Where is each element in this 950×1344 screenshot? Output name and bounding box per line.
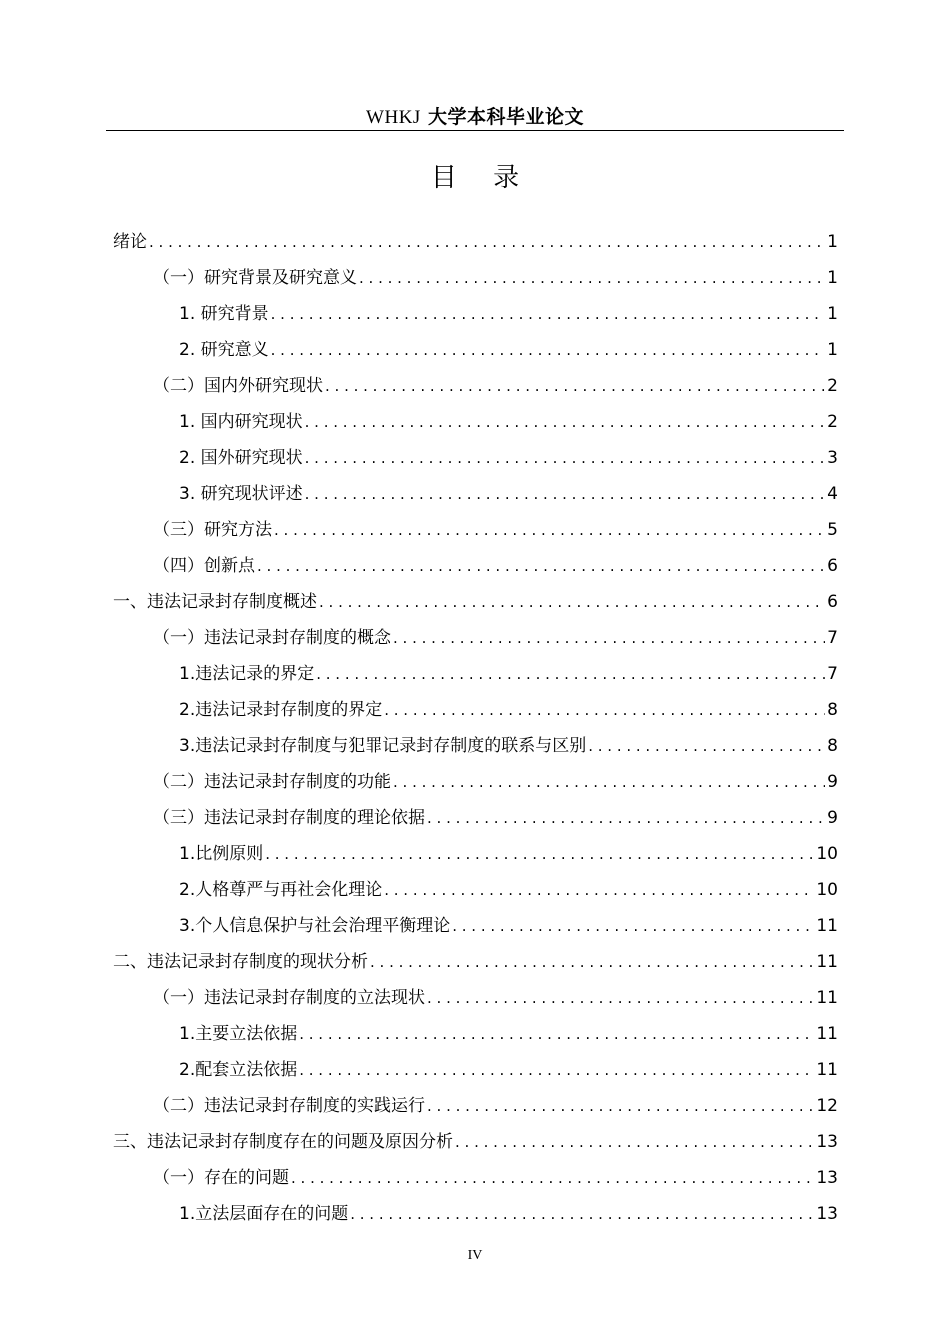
toc-entry[interactable]	[113, 224, 838, 260]
toc-dot-leader	[384, 872, 814, 908]
toc-entry-title: （一）违法记录封存制度的立法现状	[153, 988, 425, 1008]
header-thesis-label: 大学本科毕业论文	[420, 106, 584, 128]
toc-entry-page: 13	[816, 1132, 838, 1152]
toc-entry-page: 11	[816, 916, 838, 936]
toc-entry[interactable]	[113, 620, 838, 656]
toc-entry-title: 2. 研究意义	[179, 340, 269, 360]
toc-entry-title: （一）违法记录封存制度的概念	[153, 628, 391, 648]
toc-entry[interactable]	[113, 764, 838, 800]
toc-entry-page: 9	[827, 808, 838, 828]
toc-entry[interactable]	[113, 440, 838, 476]
toc-entry-page: 13	[816, 1168, 838, 1188]
toc-entry[interactable]	[113, 944, 838, 980]
toc-entry[interactable]	[113, 1124, 838, 1160]
toc-dot-leader	[455, 1124, 814, 1160]
toc-dot-leader	[274, 512, 825, 548]
toc-entry-title: 1.主要立法依据	[179, 1024, 298, 1044]
toc-entry-page: 5	[827, 520, 838, 540]
toc-dot-leader	[370, 944, 814, 980]
header-school-code: WHKJ	[366, 107, 421, 128]
toc-entry-page: 11	[816, 1060, 838, 1080]
toc-entry[interactable]	[113, 584, 838, 620]
toc-dot-leader	[271, 296, 826, 332]
toc-entry-page: 10	[816, 844, 838, 864]
toc-entry-title: （三）违法记录封存制度的理论依据	[153, 808, 425, 828]
toc-entry-page: 12	[816, 1096, 838, 1116]
toc-entry[interactable]	[113, 296, 838, 332]
toc-entry-page: 1	[827, 340, 838, 360]
header-divider	[106, 130, 844, 131]
toc-entry-title: （二）国内外研究现状	[153, 376, 323, 396]
toc-entry[interactable]	[113, 332, 838, 368]
toc-dot-leader	[452, 908, 814, 944]
toc-entry-title: 2. 国外研究现状	[179, 448, 303, 468]
toc-entry-page: 2	[827, 376, 838, 396]
toc-entry[interactable]	[113, 368, 838, 404]
toc-entry-title: 二、违法记录封存制度的现状分析	[113, 952, 368, 972]
toc-entry-title: 2.违法记录封存制度的界定	[179, 700, 383, 720]
toc-entry-page: 4	[827, 484, 838, 504]
toc-dot-leader	[393, 764, 825, 800]
toc-entry-page: 10	[816, 880, 838, 900]
toc-entry-page: 6	[827, 556, 838, 576]
toc-entry-title: （四）创新点	[153, 556, 255, 576]
toc-entry-page: 11	[816, 1024, 838, 1044]
toc-entry-page: 1	[827, 232, 838, 252]
toc-entry[interactable]	[113, 476, 838, 512]
toc-entry-page: 11	[816, 988, 838, 1008]
toc-entry[interactable]	[113, 548, 838, 584]
toc-entry-page: 3	[827, 448, 838, 468]
toc-entry-title: （一）研究背景及研究意义	[153, 268, 357, 288]
page-number: IV	[467, 1248, 483, 1263]
toc-entry-title: 3.违法记录封存制度与犯罪记录封存制度的联系与区别	[179, 736, 587, 756]
toc-entry-page: 13	[816, 1204, 838, 1224]
toc-dot-leader	[265, 836, 814, 872]
toc-dot-leader	[384, 692, 825, 728]
toc-entry-title: 1.立法层面存在的问题	[179, 1204, 349, 1224]
toc-entry-title: 2.人格尊严与再社会化理论	[179, 880, 383, 900]
toc-entry-page: 11	[816, 952, 838, 972]
toc-entry[interactable]	[113, 692, 838, 728]
toc-entry[interactable]	[113, 908, 838, 944]
toc-dot-leader	[305, 476, 826, 512]
toc-entry[interactable]	[113, 1196, 838, 1232]
toc-entry[interactable]	[113, 1088, 838, 1124]
toc-entry-page: 7	[827, 664, 838, 684]
toc-entry[interactable]	[113, 656, 838, 692]
toc-entry[interactable]	[113, 980, 838, 1016]
toc-entry-title: 三、违法记录封存制度存在的问题及原因分析	[113, 1132, 453, 1152]
toc-dot-leader	[427, 980, 814, 1016]
toc-entry-title: （三）研究方法	[153, 520, 272, 540]
toc-entry-title: 2.配套立法依据	[179, 1060, 298, 1080]
toc-dot-leader	[299, 1016, 814, 1052]
toc-entry-title: 绪论	[113, 232, 147, 252]
toc-entry[interactable]	[113, 1052, 838, 1088]
toc-entry-title: 1.违法记录的界定	[179, 664, 315, 684]
toc-entry-title: （二）违法记录封存制度的功能	[153, 772, 391, 792]
toc-dot-leader	[299, 1052, 814, 1088]
toc-entry-title: 3.个人信息保护与社会治理平衡理论	[179, 916, 451, 936]
toc-dot-leader	[588, 728, 825, 764]
toc-entry-page: 8	[827, 700, 838, 720]
toc-entry[interactable]	[113, 404, 838, 440]
toc-dot-leader	[316, 656, 825, 692]
toc-entry-page: 1	[827, 304, 838, 324]
toc-dot-leader	[350, 1196, 814, 1232]
toc-entry[interactable]	[113, 512, 838, 548]
toc-dot-leader	[257, 548, 825, 584]
toc-entry[interactable]	[113, 836, 838, 872]
toc-entry-title: 1. 国内研究现状	[179, 412, 303, 432]
toc-dot-leader	[325, 368, 825, 404]
toc-dot-leader	[271, 332, 826, 368]
toc-dot-leader	[393, 620, 825, 656]
toc-entry[interactable]	[113, 800, 838, 836]
toc-dot-leader	[427, 1088, 814, 1124]
toc-entry-page: 2	[827, 412, 838, 432]
toc-dot-leader	[305, 404, 826, 440]
toc-entry-page: 7	[827, 628, 838, 648]
toc-entry-title: （二）违法记录封存制度的实践运行	[153, 1096, 425, 1116]
toc-entry[interactable]	[113, 728, 838, 764]
toc-dot-leader	[291, 1160, 814, 1196]
toc-entry-page: 9	[827, 772, 838, 792]
toc-entry-title: 一、违法记录封存制度概述	[113, 592, 317, 612]
toc-entry-title: 3. 研究现状评述	[179, 484, 303, 504]
toc-entry-page: 8	[827, 736, 838, 756]
table-of-contents	[113, 224, 838, 1232]
toc-dot-leader	[427, 800, 825, 836]
toc-dot-leader	[359, 260, 825, 296]
toc-entry[interactable]	[113, 872, 838, 908]
toc-entry-title: （一）存在的问题	[153, 1168, 289, 1188]
toc-entry[interactable]	[113, 1016, 838, 1052]
toc-dot-leader	[319, 584, 825, 620]
toc-entry-title: 1. 研究背景	[179, 304, 269, 324]
toc-entry[interactable]	[113, 1160, 838, 1196]
toc-entry-page: 6	[827, 592, 838, 612]
toc-dot-leader	[305, 440, 826, 476]
toc-title: 目 录	[430, 163, 534, 193]
toc-dot-leader	[149, 224, 825, 260]
page-header	[106, 104, 844, 130]
toc-entry[interactable]	[113, 260, 838, 296]
toc-entry-title: 1.比例原则	[179, 844, 264, 864]
toc-entry-page: 1	[827, 268, 838, 288]
